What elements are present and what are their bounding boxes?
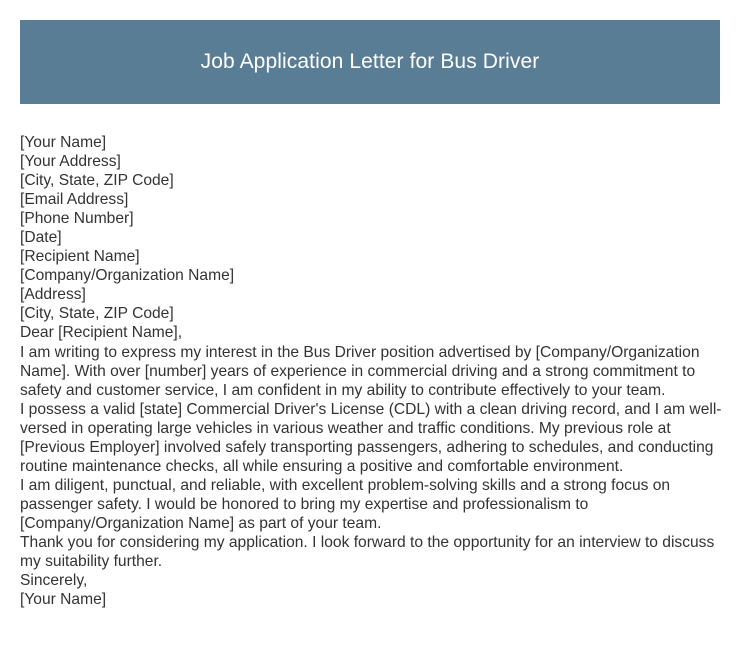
closing: Sincerely, xyxy=(20,572,88,590)
page-title: Job Application Letter for Bus Driver xyxy=(200,50,540,73)
recipient-address: [Address] xyxy=(20,286,86,304)
sender-email: [Email Address] xyxy=(20,191,129,209)
letter-body xyxy=(20,133,724,609)
recipient-city-state-zip: [City, State, ZIP Code] xyxy=(20,305,174,323)
paragraph-intro: I am writing to express my interest in the Bus Driver position advertised by [Company/Organization Name]. With over [number] years of experience in commercial driving and a strong commitment to safety and customer service, I am confident in my ability to contribute effectively to your team. xyxy=(20,343,700,399)
signature: [Your Name] xyxy=(20,591,107,609)
sender-address: [Your Address] xyxy=(20,153,121,171)
sender-name: [Your Name] xyxy=(20,134,107,151)
header-banner xyxy=(20,20,720,104)
recipient-name: [Recipient Name] xyxy=(20,248,140,266)
letter-date: [Date] xyxy=(20,229,62,247)
paragraph-thanks: Thank you for considering my application. I look forward to the opportunity for an interview to discuss my suitability further. xyxy=(20,533,715,571)
salutation: Dear [Recipient Name], xyxy=(20,324,183,342)
paragraph-traits: I am diligent, punctual, and reliable, with excellent problem-solving skills and a strong focus on passenger safety. I would be honored to bring my expertise and professionalism to [Company/Organization Name] as part of your team. xyxy=(20,476,671,532)
sender-phone: [Phone Number] xyxy=(20,210,134,228)
paragraph-qualifications: I possess a valid [state] Commercial Driver's License (CDL) with a clean driving record, and I am well-versed in operating large vehicles in various weather and traffic conditions. My previous role at [Previous Employer] involved safely transporting passengers, adhering to schedules, and conducting routine maintenance checks, all while ensuring a positive and comfortable environment. xyxy=(20,400,722,475)
sender-city-state-zip: [City, State, ZIP Code] xyxy=(20,172,174,190)
recipient-company: [Company/Organization Name] xyxy=(20,267,235,285)
